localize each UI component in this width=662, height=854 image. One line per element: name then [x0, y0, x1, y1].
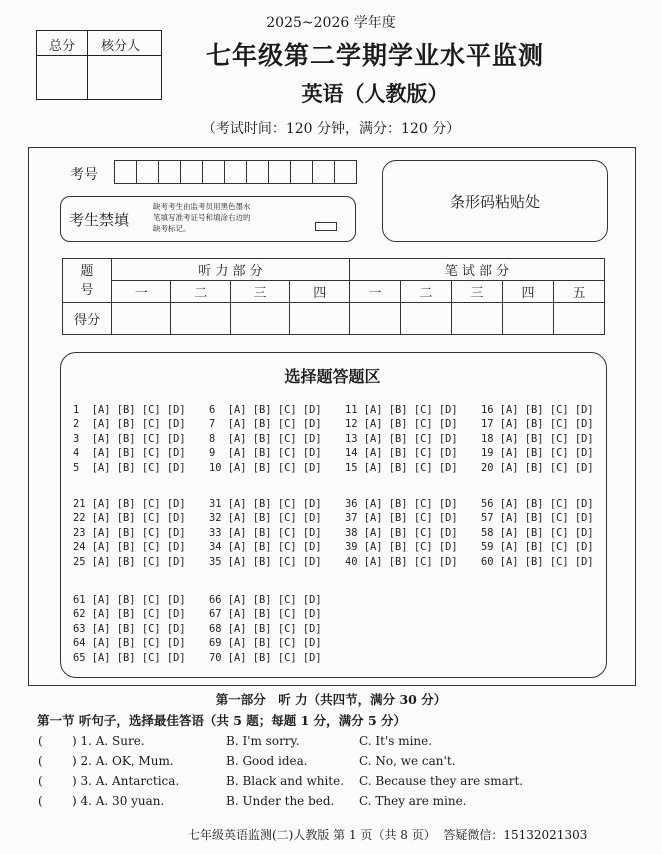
page-title: 七年级第二学期学业水平监测 — [205, 41, 544, 70]
answer-line-60[interactable]: 60 [A] [B] [C] [D] — [481, 555, 594, 568]
reviewer-label: 核分人 — [101, 39, 141, 54]
answer-line-31[interactable]: 31 [A] [B] [C] [D] — [209, 498, 322, 510]
part1-heading: 第一部分 听 力（共四节，满分 30 分） — [215, 692, 447, 707]
writing-col: 五 — [553, 281, 604, 303]
absent-mark-box[interactable] — [315, 222, 337, 231]
barcode-label: 条形码粘贴处 — [449, 193, 540, 211]
answer-block[interactable] — [73, 594, 186, 666]
answer-line-56[interactable]: 56 [A] [B] [C] [D] — [481, 498, 594, 510]
answer-line-61[interactable]: 61 [A] [B] [C] [D] — [73, 594, 186, 606]
answer-line-36[interactable]: 36 [A] [B] [C] [D] — [345, 498, 458, 510]
score-cell[interactable] — [502, 303, 553, 335]
answer-line-3[interactable]: 3 [A] [B] [C] [D] — [73, 432, 186, 445]
answer-line-59[interactable]: 59 [A] [B] [C] [D] — [481, 541, 594, 554]
listening-col: 四 — [290, 281, 350, 303]
score-row-label: 得分 — [63, 303, 112, 335]
exam-number-label: 考号 — [70, 167, 98, 183]
writing-header: 笔 试 部 分 — [349, 259, 604, 281]
answer-line-1[interactable]: 1 [A] [B] [C] [D] — [73, 404, 186, 416]
score-cell[interactable] — [171, 303, 230, 335]
answer-line-19[interactable]: 19 [A] [B] [C] [D] — [481, 447, 594, 460]
answer-line-70[interactable]: 70 [A] [B] [C] [D] — [209, 651, 322, 664]
page-footer: 七年级英语监测(二)人教版 第 1 页（共 8 页） 答疑微信：15132021303 — [188, 828, 588, 842]
answer-line-18[interactable]: 18 [A] [B] [C] [D] — [481, 432, 594, 445]
answer-line-21[interactable]: 21 [A] [B] [C] [D] — [73, 498, 186, 510]
listening-header: 听 力 部 分 — [112, 259, 350, 281]
answer-block[interactable] — [209, 404, 322, 476]
answer-line-57[interactable]: 57 [A] [B] [C] [D] — [481, 512, 594, 525]
answer-line-40[interactable]: 40 [A] [B] [C] [D] — [345, 555, 458, 568]
answer-line-39[interactable]: 39 [A] [B] [C] [D] — [345, 541, 458, 554]
subject-title: 英语（人教版） — [301, 81, 449, 106]
school-year: 2025~2026 学年度 — [266, 15, 396, 31]
exam-info: （考试时间：120 分钟，满分：120 分） — [201, 121, 461, 137]
answer-line-69[interactable]: 69 [A] [B] [C] [D] — [209, 637, 322, 650]
answer-line-32[interactable]: 32 [A] [B] [C] [D] — [209, 512, 322, 525]
score-cell[interactable] — [400, 303, 451, 335]
answer-line-13[interactable]: 13 [A] [B] [C] [D] — [345, 432, 458, 445]
answer-line-4[interactable]: 4 [A] [B] [C] [D] — [73, 447, 186, 460]
score-box — [36, 30, 162, 100]
answer-line-22[interactable]: 22 [A] [B] [C] [D] — [73, 512, 186, 525]
section1-heading: 第一节 听句子，选择最佳答语（共 5 题；每题 1 分，满分 5 分） — [37, 713, 407, 728]
answer-line-10[interactable]: 10 [A] [B] [C] [D] — [209, 461, 322, 474]
multiple-choice-title: 选择题答题区 — [284, 367, 381, 386]
exam-number-cells[interactable] — [114, 160, 356, 184]
contact-info: 答疑微信：15132021303 — [443, 828, 588, 842]
answer-line-15[interactable]: 15 [A] [B] [C] [D] — [345, 461, 458, 474]
score-cell[interactable] — [230, 303, 289, 335]
barcode-area — [382, 160, 608, 242]
answer-block[interactable] — [345, 404, 458, 476]
answer-line-67[interactable]: 67 [A] [B] [C] [D] — [209, 608, 322, 621]
answer-block[interactable] — [481, 498, 594, 570]
answer-block[interactable] — [209, 498, 322, 570]
answer-line-12[interactable]: 12 [A] [B] [C] [D] — [345, 418, 458, 431]
answer-line-34[interactable]: 34 [A] [B] [C] [D] — [209, 541, 322, 554]
score-cell[interactable] — [553, 303, 604, 335]
listening-col: 三 — [230, 281, 289, 303]
answer-line-62[interactable]: 62 [A] [B] [C] [D] — [73, 608, 186, 621]
answer-line-25[interactable]: 25 [A] [B] [C] [D] — [73, 555, 186, 568]
forbidden-note: 缺考考生由监考员用黑色墨水 笔填写准考证号和填涂右边的 缺考标记。 — [153, 202, 251, 233]
answer-line-37[interactable]: 37 [A] [B] [C] [D] — [345, 512, 458, 525]
answer-line-16[interactable]: 16 [A] [B] [C] [D] — [481, 404, 594, 416]
writing-col: 一 — [349, 281, 400, 303]
answer-line-20[interactable]: 20 [A] [B] [C] [D] — [481, 461, 594, 474]
writing-col: 三 — [451, 281, 502, 303]
answer-block[interactable] — [73, 498, 186, 570]
answer-line-5[interactable]: 5 [A] [B] [C] [D] — [73, 461, 186, 474]
listening-col: 一 — [112, 281, 171, 303]
score-cell[interactable] — [451, 303, 502, 335]
total-score-label: 总分 — [49, 39, 76, 54]
listening-col: 二 — [171, 281, 230, 303]
answer-line-64[interactable]: 64 [A] [B] [C] [D] — [73, 637, 186, 650]
answer-line-23[interactable]: 23 [A] [B] [C] [D] — [73, 526, 186, 539]
writing-col: 四 — [502, 281, 553, 303]
score-cell[interactable] — [112, 303, 171, 335]
forbidden-box — [60, 196, 356, 242]
answer-line-6[interactable]: 6 [A] [B] [C] [D] — [209, 404, 322, 416]
answer-line-58[interactable]: 58 [A] [B] [C] [D] — [481, 526, 594, 539]
answer-line-8[interactable]: 8 [A] [B] [C] [D] — [209, 432, 322, 445]
answer-block[interactable] — [73, 404, 186, 476]
answer-line-63[interactable]: 63 [A] [B] [C] [D] — [73, 622, 186, 635]
score-cell[interactable] — [349, 303, 400, 335]
answer-line-14[interactable]: 14 [A] [B] [C] [D] — [345, 447, 458, 460]
answer-block[interactable] — [481, 404, 594, 476]
writing-col: 二 — [400, 281, 451, 303]
answer-block[interactable] — [209, 594, 322, 666]
answer-line-66[interactable]: 66 [A] [B] [C] [D] — [209, 594, 322, 606]
forbidden-label: 考生禁填 — [69, 211, 130, 229]
answer-line-33[interactable]: 33 [A] [B] [C] [D] — [209, 526, 322, 539]
grade-table: 题 号 听 力 部 分 笔 试 部 分 一 二 三 四 一 二 三 四 五 得分 — [62, 258, 605, 335]
question-label: 题 — [80, 263, 94, 279]
answer-line-2[interactable]: 2 [A] [B] [C] [D] — [73, 418, 186, 431]
answer-line-38[interactable]: 38 [A] [B] [C] [D] — [345, 526, 458, 539]
answer-line-11[interactable]: 11 [A] [B] [C] [D] — [345, 404, 458, 416]
answer-line-9[interactable]: 9 [A] [B] [C] [D] — [209, 447, 322, 460]
answer-line-68[interactable]: 68 [A] [B] [C] [D] — [209, 622, 322, 635]
answer-line-24[interactable]: 24 [A] [B] [C] [D] — [73, 541, 186, 554]
score-cell[interactable] — [290, 303, 350, 335]
answer-line-65[interactable]: 65 [A] [B] [C] [D] — [73, 651, 186, 664]
answer-block[interactable] — [345, 498, 458, 570]
answer-line-35[interactable]: 35 [A] [B] [C] [D] — [209, 555, 322, 568]
answer-line-17[interactable]: 17 [A] [B] [C] [D] — [481, 418, 594, 431]
answer-line-7[interactable]: 7 [A] [B] [C] [D] — [209, 418, 322, 431]
